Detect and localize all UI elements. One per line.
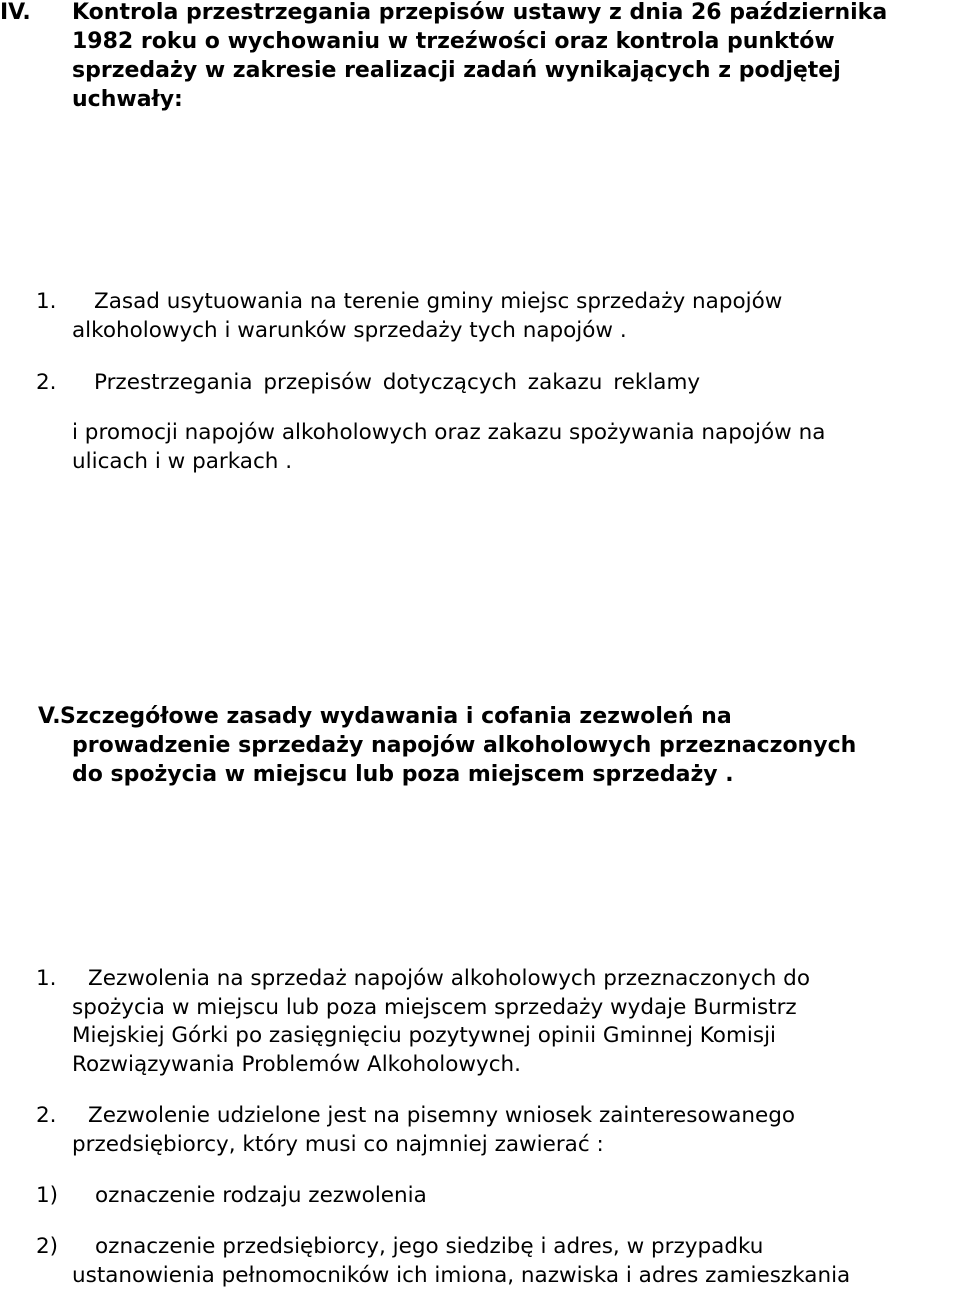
v-item-1-line-1: Zezwolenia na sprzedaż napojów alkoholowych przeznaczonych do — [88, 966, 810, 991]
v-subitem-1-number: 1) — [36, 1183, 59, 1208]
section-iv-title-line-4: uchwały: — [72, 87, 183, 112]
v-subitem-2-line-2: ustanowienia pełnomocników ich imiona, nazwiska i adres zamieszkania — [72, 1263, 851, 1288]
section-iv-title-line-2: 1982 roku o wychowaniu w trzeźwości oraz kontrola punktów — [72, 29, 835, 54]
section-v-title-line-2: prowadzenie sprzedaży napojów alkoholowych przeznaczonych — [72, 733, 857, 758]
iv-item-2-line-2: i promocji napojów alkoholowych oraz zakazu spożywania napojów na — [72, 420, 826, 445]
iv-item-1-number: 1. — [36, 289, 57, 314]
v-item-1-line-2: spożycia w miejscu lub poza miejscem sprzedaży wydaje Burmistrz — [72, 995, 797, 1020]
v-item-1-line-3: Miejskiej Górki po zasięgnięciu pozytywnej opinii Gminnej Komisji — [72, 1023, 777, 1048]
section-iv-title-line-3: sprzedaży w zakresie realizacji zadań wynikających z podjętej — [72, 58, 841, 83]
section-iv-heading — [0, 0, 960, 114]
v-item-2-number: 2. — [36, 1103, 57, 1128]
section-v-title-line-3: do spożycia w miejscu lub poza miejscem sprzedaży . — [72, 762, 734, 787]
iv-item-2-number: 2. — [36, 370, 57, 395]
v-subitem-1-line-1: oznaczenie rodzaju zezwolenia — [95, 1183, 427, 1208]
v-item-2-line-1: Zezwolenie udzielone jest na pisemny wniosek zainteresowanego — [88, 1103, 796, 1128]
section-iv-number: IV. — [0, 0, 31, 25]
section-iv-title-line-1: Kontrola przestrzegania przepisów ustawy z dnia 26 października — [72, 0, 888, 25]
section-v-heading — [0, 702, 960, 789]
iv-item-1-line-1: Zasad usytuowania na terenie gminy miejsc sprzedaży napojów — [94, 289, 783, 314]
v-item-1-number: 1. — [36, 966, 57, 991]
section-v-number: V. — [38, 704, 61, 729]
v-subitem-2-number: 2) — [36, 1234, 59, 1259]
v-item-1-line-4: Rozwiązywania Problemów Alkoholowych. — [72, 1052, 522, 1077]
iv-item-2-line-1: Przestrzegania przepisów dotyczących zakazu reklamy — [94, 370, 701, 395]
iv-item-2-line-3: ulicach i w parkach . — [72, 449, 293, 474]
iv-item-1-line-2: alkoholowych i warunków sprzedaży tych napojów . — [72, 318, 627, 343]
v-item-2-line-2: przedsiębiorcy, który musi co najmniej zawierać : — [72, 1132, 604, 1157]
v-subitem-2-line-1: oznaczenie przedsiębiorcy, jego siedzibę i adres, w przypadku — [95, 1234, 764, 1259]
section-v-title-line-1: Szczegółowe zasady wydawania i cofania zezwoleń na — [60, 704, 732, 729]
